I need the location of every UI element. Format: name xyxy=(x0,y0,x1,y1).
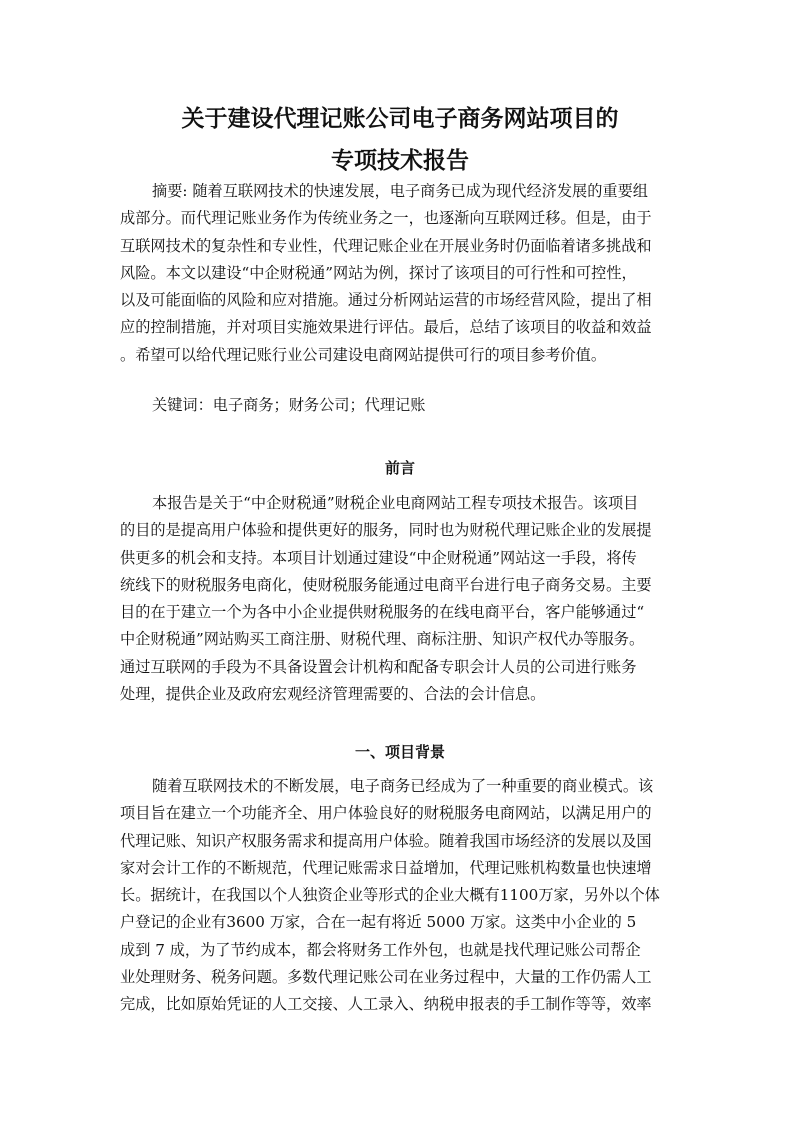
abstract-line: 应的控制措施，并对项目实施效果进行评估。最后，总结了该项目的收益和效益 xyxy=(120,318,652,337)
document-title-line2: 专项技术报告 xyxy=(331,148,469,174)
section1-line: 家对会计工作的不断规范，代理记账需求日益增加，代理记账机构数量也快速增 xyxy=(120,858,652,877)
section1-heading: 一、项目背景 xyxy=(354,743,445,761)
foreword-line: 通过互联网的手段为不具备设置会计机构和配备专职会计人员的公司进行账务 xyxy=(120,657,637,676)
foreword-line: 统线下的财税服务电商化，使财税服务能通过电商平台进行电子商务交易。主要 xyxy=(120,575,652,594)
section1-line: 业处理财务、税务问题。多数代理记账公司在业务过程中，大量的工作仍需人工 xyxy=(120,968,652,987)
abstract-line: 风险。本文以建设“中企财税通”网站为例，探讨了该项目的可行性和可控性， xyxy=(120,263,637,282)
section1-line: 户登记的企业有3600 万家，合在一起有将近 5000 万家。这类中小企业的 5 xyxy=(120,913,637,932)
keywords-line: 关键词：电子商务；财务公司；代理记账 xyxy=(152,396,426,414)
section1-line: 完成，比如原始凭证的人工交接、人工录入、纳税申报表的手工制作等等，效率 xyxy=(120,995,652,1014)
abstract-line: 摘要: 随着互联网技术的快速发展，电子商务已成为现代经济发展的重要组 xyxy=(152,182,648,200)
section1-line: 长。据统计，在我国以个人独资企业等形式的企业大概有1100万家，另外以个体 xyxy=(120,886,660,905)
foreword-paragraph xyxy=(120,490,680,708)
foreword-line: 中企财税通”网站购买工商注册、财税代理、商标注册、知识产权代办等服务。 xyxy=(120,630,645,649)
foreword-heading: 前言 xyxy=(384,459,415,477)
foreword-line: 的目的是提高用户体验和提供更好的服务，同时也为财税代理记账企业的发展提 xyxy=(120,521,652,540)
foreword-line: 供更多的机会和支持。本项目计划通过建设“中企财税通”网站这一手段，将传 xyxy=(120,548,637,567)
abstract-line: 互联网技术的复杂性和专业性，代理记账企业在开展业务时仍面临着诸多挑战和 xyxy=(120,236,652,255)
abstract-line: 成部分。而代理记账业务作为传统业务之一，也逐渐向互联网迁移。但是，由于 xyxy=(120,209,652,228)
abstract-paragraph xyxy=(120,178,680,369)
section1-line: 随着互联网技术的不断发展，电子商务已经成为了一种重要的商业模式。该 xyxy=(152,777,654,795)
foreword-line: 本报告是关于“中企财税通”财税企业电商网站工程专项技术报告。该项目 xyxy=(152,494,639,512)
section1-line: 成到 7 成，为了节约成本，都会将财务工作外包，也就是找代理记账公司帮企 xyxy=(120,940,641,959)
section1-paragraph xyxy=(120,773,680,1019)
section1-line: 代理记账、知识产权服务需求和提高用户体验。随着我国市场经济的发展以及国 xyxy=(120,831,652,850)
abstract-line: 。希望可以给代理记账行业公司建设电商网站提供可行的项目参考价值。 xyxy=(120,345,606,364)
foreword-line: 目的在于建立一个为各中小企业提供财税服务的在线电商平台，客户能够通过“ xyxy=(120,603,645,622)
abstract-line: 以及可能面临的风险和应对措施。通过分析网站运营的市场经营风险，提出了相 xyxy=(120,291,652,310)
section1-line: 项目旨在建立一个功能齐全、用户体验良好的财税服务电商网站，以满足用户的 xyxy=(120,804,652,823)
foreword-line: 处理，提供企业及政府宏观经济管理需要的、合法的会计信息。 xyxy=(120,685,546,704)
document-title-line1: 关于建设代理记账公司电子商务网站项目的 xyxy=(181,106,619,132)
